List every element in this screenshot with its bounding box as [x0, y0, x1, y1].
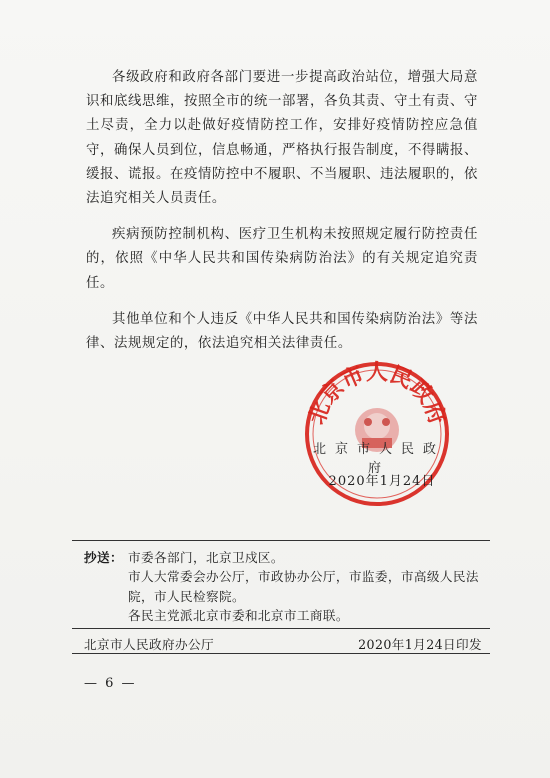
cc-line-2: 市人大常委会办公厅，市政协办公厅，市监委，市高级人民法院，市人民检察院。 — [128, 569, 479, 604]
page-number: — 6 — — [84, 676, 137, 691]
signature-org: 北京市人民政府 — [312, 442, 445, 476]
body-text — [86, 66, 478, 356]
seal-text: 北京市人民政府 — [304, 360, 450, 428]
signature-date: 2020年1月24日 — [328, 474, 436, 489]
cc-line-1: 市委各部门，北京卫戍区。 — [128, 550, 284, 565]
paragraph-2: 疾病预防控制机构、医疗卫生机构未按照规定履行防控责任的，依照《中华人民共和国传染病防治法》的有关规定追究责任。 — [86, 227, 478, 291]
paragraph-3: 其他单位和个人违反《中华人民共和国传染病防治法》等法律、法规规定的，依法追究相关法律责任。 — [86, 311, 478, 352]
cc-label: 抄送： — [84, 550, 123, 565]
divider-middle — [72, 628, 490, 629]
issue-date: 2020年1月24日印发 — [358, 637, 482, 652]
paragraph-1: 各级政府和政府各部门要进一步提高政治站位，增强大局意识和底线思维，按照全市的统一部署，各负其责、守土有责、守土尽责，全力以赴做好疫情防控工作，安排好疫情防控应急值守，确保人员到位，信息畅通，严格执行报告制度，不得瞒报、缓报、谎报。在疫情防控中不履职、不当履职、违法履职的，依法追究相关人员责任。 — [86, 70, 478, 207]
cc-block — [84, 548, 484, 626]
issuing-office: 北京市人民政府办公厅 — [84, 637, 214, 652]
divider-bottom — [72, 653, 490, 654]
cc-line-3: 各民主党派北京市委和北京市工商联。 — [128, 608, 349, 624]
divider-top — [72, 540, 490, 541]
